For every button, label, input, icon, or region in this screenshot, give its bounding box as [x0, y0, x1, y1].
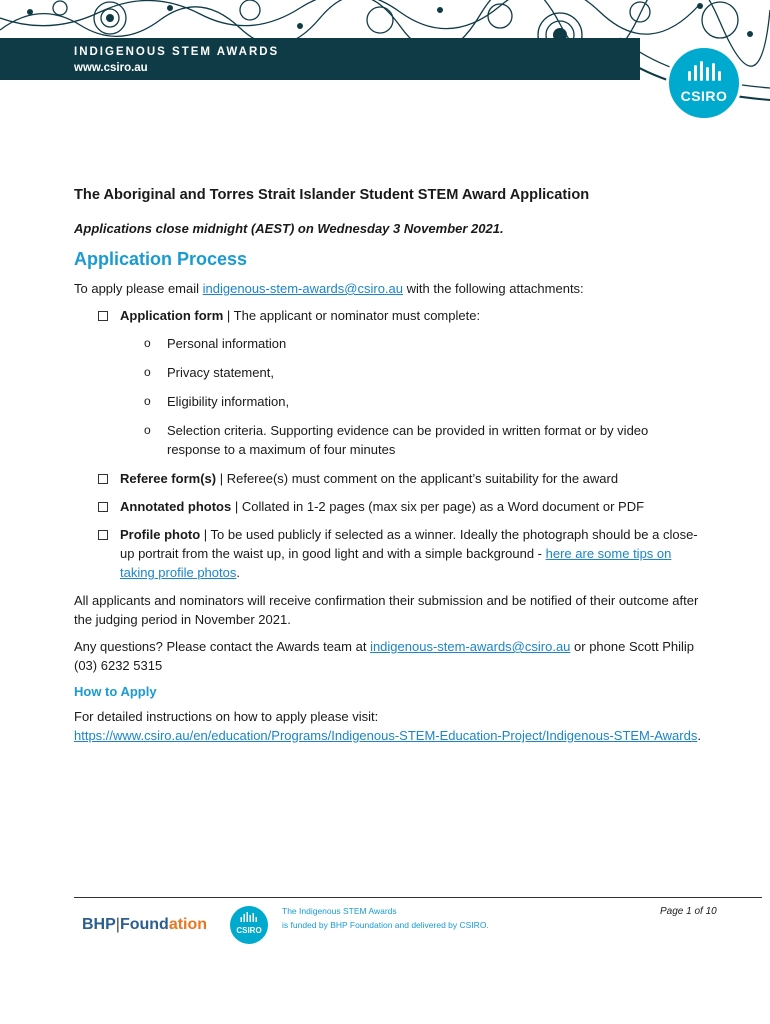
item-text: | To be used publicly if selected as a winner. Ideally the photograph should be a close-up portrait from the waist up, in good light and with a simple background -	[120, 527, 698, 561]
document-title: The Aboriginal and Torres Strait Islander Student STEM Award Application	[74, 187, 590, 203]
bullet-icon: o	[144, 423, 151, 437]
checklist-item-referee-form	[74, 469, 704, 488]
confirmation-paragraph: All applicants and nominators will receive confirmation their submission and be notified of their outcome after the judging period in November 2021.	[74, 593, 699, 627]
csiro-logo	[666, 45, 742, 121]
how-to-apply-link-line	[74, 726, 704, 745]
subitem-text: Eligibility information,	[167, 394, 290, 409]
csiro-bars-icon	[686, 61, 724, 85]
intro-paragraph	[74, 279, 704, 298]
bhp-text: BHP	[82, 916, 116, 933]
header-title: INDIGENOUS STEM AWARDS	[74, 46, 280, 58]
foundation-text-a: Found	[119, 916, 169, 933]
instructions-link[interactable]: https://www.csiro.au/en/education/Programs/Indigenous-STEM-Education-Project/Indigenous-STEM-Awards	[74, 728, 698, 743]
csiro-bars-icon	[239, 912, 259, 924]
questions-paragraph	[74, 637, 704, 675]
checkbox-icon	[98, 502, 108, 512]
checkbox-icon	[98, 530, 108, 540]
subitem-selection	[74, 421, 704, 459]
checkbox-icon	[98, 311, 108, 321]
logo-separator: |	[115, 916, 120, 933]
checkbox-icon	[98, 474, 108, 484]
page-number: Page 1 of 10	[660, 906, 717, 917]
item-label: Application form	[120, 308, 224, 323]
profile-photo-tips-link[interactable]: here are some tips on taking profile photos	[120, 546, 672, 580]
item-label: Referee form(s)	[120, 471, 217, 486]
checklist-item-profile-photo	[74, 525, 704, 582]
checklist-item-annotated-photos	[74, 497, 704, 516]
bullet-icon: o	[144, 365, 151, 379]
subitem-text: Personal information	[167, 336, 287, 351]
item-label: Annotated photos	[120, 499, 232, 514]
item-label: Profile photo	[120, 527, 201, 542]
subitem-personal	[74, 334, 704, 353]
section-heading: Application Process	[74, 249, 248, 269]
header-url[interactable]: www.csiro.au	[74, 62, 148, 74]
subitem-privacy	[74, 363, 704, 382]
how-to-apply-heading: How to Apply	[74, 684, 157, 699]
footer-divider	[74, 897, 762, 898]
questions-suffix: or phone Scott Philip (03) 6232 5315	[74, 639, 694, 673]
subitem-text: Selection criteria. Supporting evidence can be provided in written format or by video response to a maximum of four minutes	[167, 423, 649, 457]
document-body	[74, 186, 704, 745]
csiro-logo-text: CSIRO	[680, 88, 728, 104]
foundation-text-b: ation	[168, 916, 208, 933]
email-link[interactable]: indigenous-stem-awards@csiro.au	[202, 281, 403, 296]
csiro-footer-logo-text: CSIRO	[236, 926, 262, 935]
checklist-item-application-form	[74, 306, 704, 325]
how-to-apply-text: For detailed instructions on how to apply please visit:	[74, 709, 379, 724]
footer-line-1: The Indigenous STEM Awards	[282, 906, 397, 916]
csiro-footer-logo	[230, 906, 268, 944]
closing-date: Applications close midnight (AEST) on Wednesday 3 November 2021.	[74, 221, 504, 236]
subitem-text: Privacy statement,	[167, 365, 274, 380]
footer-line-2: is funded by BHP Foundation and delivered by CSIRO.	[282, 920, 489, 930]
bhp-foundation-logo	[82, 916, 207, 934]
intro-suffix: with the following attachments:	[406, 281, 584, 296]
item-text: | The applicant or nominator must complete:	[226, 308, 481, 323]
item-text: | Collated in 1-2 pages (max six per page) as a Word document or PDF	[234, 499, 645, 514]
link-tail: .	[697, 728, 701, 743]
item-text: | Referee(s) must comment on the applicant’s suitability for the award	[219, 471, 619, 486]
bullet-icon: o	[144, 394, 151, 408]
intro-prefix: To apply please email	[74, 281, 200, 296]
subitem-eligibility	[74, 392, 704, 411]
bullet-icon: o	[144, 336, 151, 350]
item-tail: .	[236, 565, 240, 580]
questions-prefix: Any questions? Please contact the Awards team at	[74, 639, 367, 654]
contact-email-link[interactable]: indigenous-stem-awards@csiro.au	[370, 639, 571, 654]
